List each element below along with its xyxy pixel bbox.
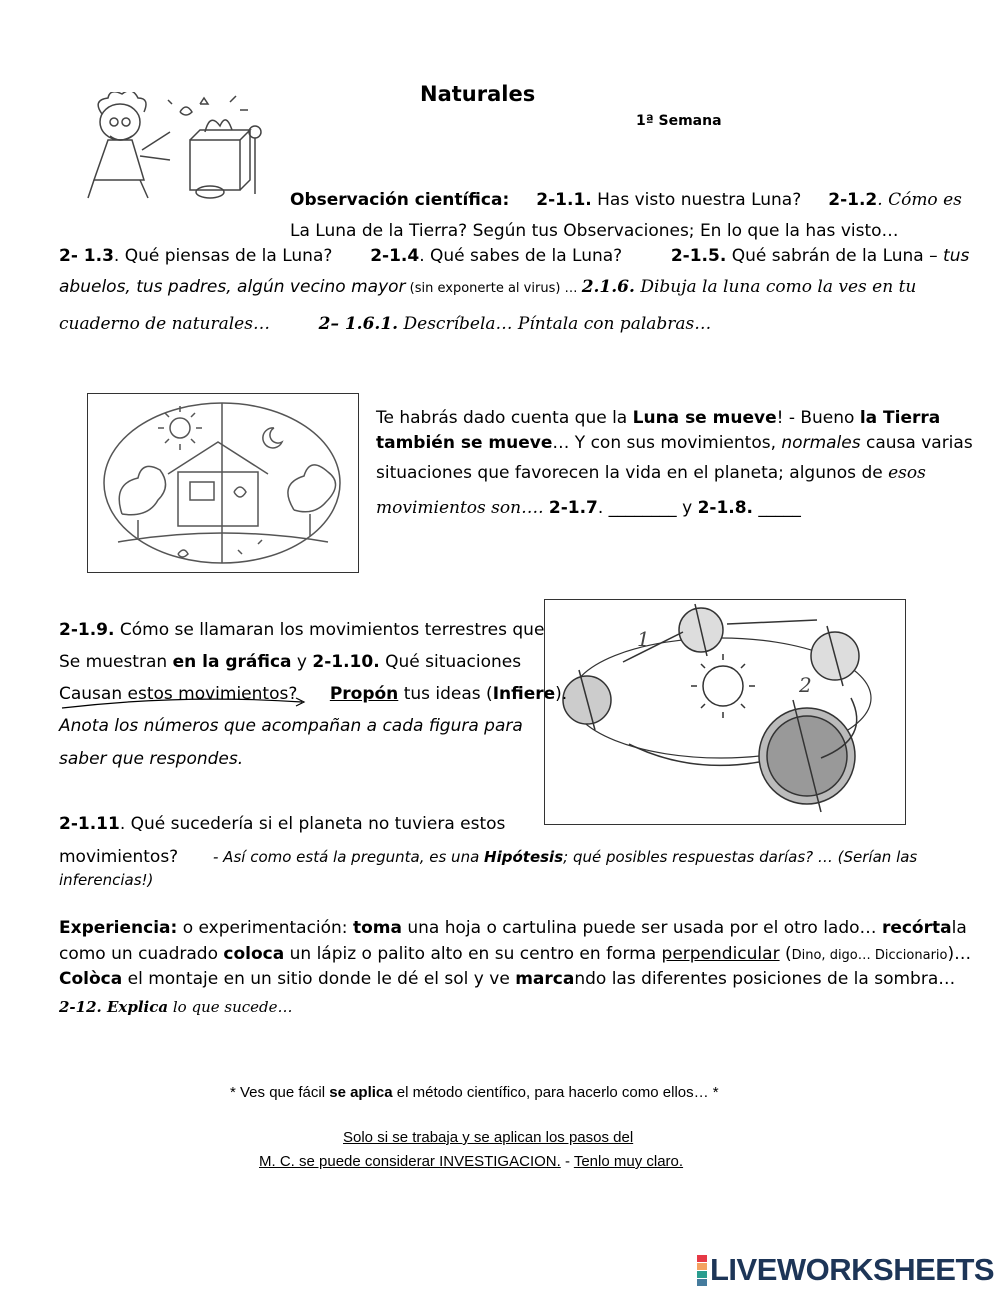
q-2-1-4-text: . Qué sabes de la Luna? (419, 246, 623, 266)
experiment-line-1 (59, 916, 967, 940)
q-2-12-number: 2-12. Explica (59, 998, 169, 1016)
colocar-word: Colòca (59, 969, 123, 989)
moves-text-2b: … Y con sus movimientos, (552, 433, 782, 453)
moves-text-3a: situaciones que favorecen la vida en el planeta; algunos de (376, 463, 889, 483)
q-2-1-10-text: Qué situaciones (379, 652, 522, 672)
q-2-1-10-text-3e: ). (555, 684, 568, 704)
earth-label: la Tierra (859, 408, 941, 428)
q-2-1-6-number: 2.1.6. (581, 277, 635, 297)
q-2-1-6-1-text: Descríbela… Píntala con palabras… (398, 314, 712, 334)
footer-separator: - (560, 1153, 574, 1170)
q-2-1-11-line-1 (59, 812, 505, 836)
q-2-1-5-italic: tus (943, 246, 970, 266)
q-2-1-10-line-5: saber que respondes. (59, 749, 244, 769)
q-2-1-9-line-1 (59, 618, 544, 642)
experiment-line-3 (59, 967, 955, 991)
moves-text-1c: ! - Bueno (776, 408, 860, 428)
day-night-drawing (88, 394, 358, 572)
infiere-word: Infiere (492, 684, 556, 704)
footer-line-3 (259, 1150, 683, 1174)
q-2-1-11-number: 2-1.11 (59, 814, 120, 834)
obs-line-1 (290, 188, 962, 212)
q-2-1-7-blank[interactable]: . ________ y (597, 498, 698, 518)
hipotesis-word: Hipótesis (484, 848, 564, 866)
moon-moves: Luna se mueve (632, 408, 777, 428)
q-2-1-9-text-2a: Se muestran (59, 652, 173, 672)
figure-label-1: 1 (637, 627, 650, 651)
q-2-1-9-line-2 (59, 650, 521, 674)
q-2-1-6-1-number: 2– 1.6.1. (318, 314, 399, 334)
obs-line-3 (59, 244, 969, 268)
q-2-12-text: lo que sucede… (168, 998, 293, 1016)
exp-text-1d: una hoja o cartulina puede ser usada por el otro lado… (401, 918, 882, 938)
marca-word: marca (515, 969, 575, 989)
q-2-1-5-number: 2-1.5. (670, 246, 727, 266)
diccionario-note: Dino, digo… Diccionario (791, 948, 948, 963)
page-title: Naturales (420, 82, 536, 106)
q-2-1-11-text: . Qué sucedería si el planeta no tuviera estos (119, 814, 506, 834)
q-2-1-10-number: 2-1.10. (312, 652, 380, 672)
exp-text-1b: o experimentación: (177, 918, 353, 938)
footer-text-1a: * Ves que fácil (230, 1084, 330, 1101)
logo-mark-icon (697, 1255, 707, 1286)
q-2-1-2-number: 2-1.2 (828, 190, 878, 210)
se-aplica-word: se aplica (329, 1084, 393, 1101)
q-2-1-1-text: Has visto nuestra Luna? (591, 190, 802, 210)
exp-text-3d: ndo las diferentes posiciones de la sombra… (574, 969, 956, 989)
obs-line-4 (59, 275, 916, 301)
footer-text-1c: el método científico, para hacerlo como ellos… * (392, 1084, 719, 1101)
q-2-1-2-text: . Cómo es (877, 190, 962, 210)
en-la-grafica: en la gráfica (172, 652, 292, 672)
exp-text-2c: un lápiz o palito alto en su centro en forma (284, 944, 662, 964)
perpendicular-word: perpendicular (661, 944, 780, 964)
q-2-1-3-text: . Qué piensas de la Luna? (113, 246, 333, 266)
q-2-1-10-line-4: Anota los números que acompañan a cada figura para (59, 716, 523, 736)
obs-line-5 (59, 312, 711, 336)
moves-line-1 (376, 406, 940, 430)
figure-label-2: 2 (799, 673, 812, 697)
hypothesis-text-a: - Así como está la pregunta, es una (213, 848, 485, 866)
toma-word: toma (352, 918, 402, 938)
liveworksheets-logo (697, 1252, 994, 1288)
q-2-1-11-text-2a: movimientos? (59, 847, 179, 867)
q-2-1-5-text: Qué sabrán de la Luna – (726, 246, 944, 266)
moves-line-4 (376, 496, 801, 520)
propon-word: Propón (329, 684, 399, 704)
q-2-1-4-number: 2-1.4 (370, 246, 420, 266)
moves-text-4a: movimientos son…. (376, 498, 549, 518)
earth-moves: también se mueve (376, 433, 553, 453)
experiment-line-2 (59, 942, 971, 968)
footer-text-3a: M. C. se puede considerar INVESTIGACION. (259, 1153, 561, 1170)
q-2-1-3-number: 2- 1.3 (59, 246, 114, 266)
moves-line-2 (376, 431, 973, 455)
obs-line-2: La Luna de la Tierra? Según tus Observaciones; En lo que la has visto… (290, 221, 899, 241)
q-2-1-8-number: 2-1.8. (697, 498, 754, 518)
hypothesis-text-d: ; qué posibles respuestas darías? … (Serían las (563, 848, 918, 866)
q-2-1-9-number: 2-1.9. (59, 620, 115, 640)
scientist-illustration (80, 92, 270, 204)
orbit-drawing (545, 600, 905, 824)
day-night-figure (87, 393, 359, 573)
moves-text-1a: Te habrás dado cuenta que la (376, 408, 633, 428)
q-2-1-6-continued: cuaderno de naturales… (59, 314, 270, 334)
q-2-1-6-text: Dibuja la luna como la ves en tu (634, 277, 917, 297)
obs-heading: Observación científica: (290, 190, 510, 210)
recorta-word: recórta (881, 918, 952, 938)
virus-note: (sin exponerte al virus) … (405, 281, 582, 296)
q-2-1-11-line-2 (59, 845, 918, 869)
coloca-word: coloca (223, 944, 285, 964)
exp-text-1f: la (951, 918, 967, 938)
normales-word: normales (781, 433, 861, 453)
q-2-1-10-text-3c: tus ideas ( (398, 684, 493, 704)
moves-line-3 (376, 461, 926, 485)
q-2-1-11-line-3: inferencias!) (59, 871, 154, 889)
footer-line-2: Solo si se trabaja y se aplican los pasos del (343, 1129, 634, 1146)
q-2-1-9-text-2c: y (291, 652, 313, 672)
moves-text-2d: causa varias (860, 433, 973, 453)
q-2-1-9-text: Cómo se llamaran los movimientos terrestres que (114, 620, 545, 640)
week-label: 1ª Semana (636, 113, 722, 129)
q-2-1-8-blank[interactable]: _____ (753, 498, 801, 518)
q-2-1-5-continued: abuelos, tus padres, algún vecino mayor (59, 277, 406, 297)
q-2-1-7-number: 2-1.7 (548, 498, 598, 518)
orbit-figure (544, 599, 906, 825)
footer-text-3c: Tenlo muy claro. (573, 1153, 684, 1170)
q-2-1-10-text-3a: Causan estos movimientos? (59, 684, 298, 704)
exp-text-2a: como un cuadrado (59, 944, 224, 964)
logo-text: LIVEWORKSHEETS (710, 1252, 995, 1287)
exp-text-2g: )… (947, 944, 972, 964)
q-2-1-1-number: 2-1.1. (536, 190, 592, 210)
exp-text-3b: el montaje en un sitio donde le dé el sol y ve (122, 969, 516, 989)
footer-line-1 (230, 1081, 719, 1105)
experiment-line-4 (59, 995, 293, 1019)
exp-text-2e: ( (779, 944, 792, 964)
experiencia-label: Experiencia: (59, 918, 178, 938)
esos-word: esos (888, 463, 926, 483)
